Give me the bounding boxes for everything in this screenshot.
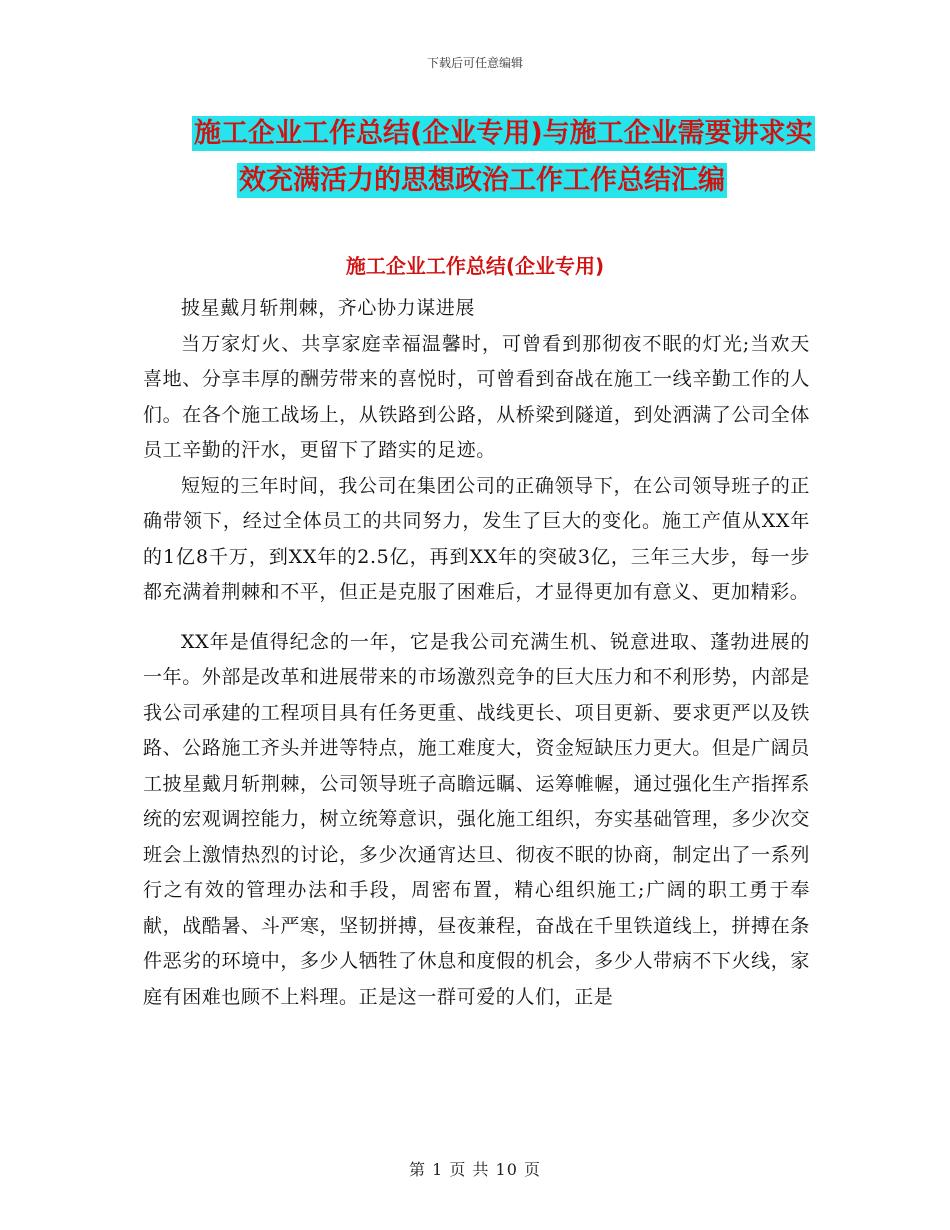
title-line-1-text: 施工企业工作总结(企业专用)与施工企业需要讲求实 bbox=[194, 118, 813, 149]
body-paragraph: 短短的三年时间，我公司在集团公司的正确领导下，在公司领导班子的正确带领下，经过全体员工的共同努力，发生了巨大的变化。施工产值从XX年的1亿8千万，到XX年的2.5亿，再到XX年的突破3亿，三年三大步，每一步都充满着荆棘和不平，但正是克服了困难后，才显得更加有意义、更加精彩。 bbox=[143, 474, 810, 603]
title-line-2-text: 效充满活力的思想政治工作工作总结汇编 bbox=[239, 165, 725, 196]
document-title bbox=[140, 110, 820, 204]
document-body bbox=[143, 291, 810, 1015]
title-line-2 bbox=[140, 157, 820, 204]
header-note: 下载后可任意编辑 bbox=[426, 56, 523, 70]
section-heading: 施工企业工作总结(企业专用) bbox=[345, 254, 605, 278]
body-paragraph: XX年是值得纪念的一年，它是我公司充满生机、锐意进取、蓬勃进展的一年。外部是改革和进展带来的市场激烈竞争的巨大压力和不利形势，内部是我公司承建的工程项目具有任务更重、战线更长、项目更新、要求更严以及铁路、公路施工齐头并进等特点，施工难度大，资金短缺压力更大。但是广阔员工披星戴月斩荆棘，公司领导班子高瞻远瞩、运筹帷幄，通过强化生产指挥系统的宏观调控能力，树立统筹意识，强化施工组织，夯实基础管理，多少次交班会上激情热烈的讨论，多少次通宵达旦、彻夜不眠的协商，制定出了一系列行之有效的管理办法和手段，周密布置，精心组织施工;广阔的职工勇于奉献，战酷暑、斗严寒，坚韧拼搏，昼夜兼程，奋战在千里铁道线上，拼搏在条件恶劣的环境中，多少人牺牲了休息和度假的机会，多少人带病不下火线，家庭有困难也顾不上料理。正是这一群可爱的人们，正是 bbox=[143, 630, 810, 1008]
body-paragraph: 当万家灯火、共享家庭幸福温馨时，可曾看到那彻夜不眠的灯光;当欢天喜地、分享丰厚的酬劳带来的喜悦时，可曾看到奋战在施工一线辛勤工作的人们。在各个施工战场上，从铁路到公路，从桥梁到隧道，到处洒满了公司全体员工辛勤的汗水，更留下了踏实的足迹。 bbox=[143, 332, 810, 461]
title-line-1 bbox=[140, 110, 820, 157]
page-number: 第 1 页 共 10 页 bbox=[409, 1160, 541, 1179]
body-paragraph: 披星戴月斩荆棘，齐心协力谋进展 bbox=[181, 297, 476, 319]
